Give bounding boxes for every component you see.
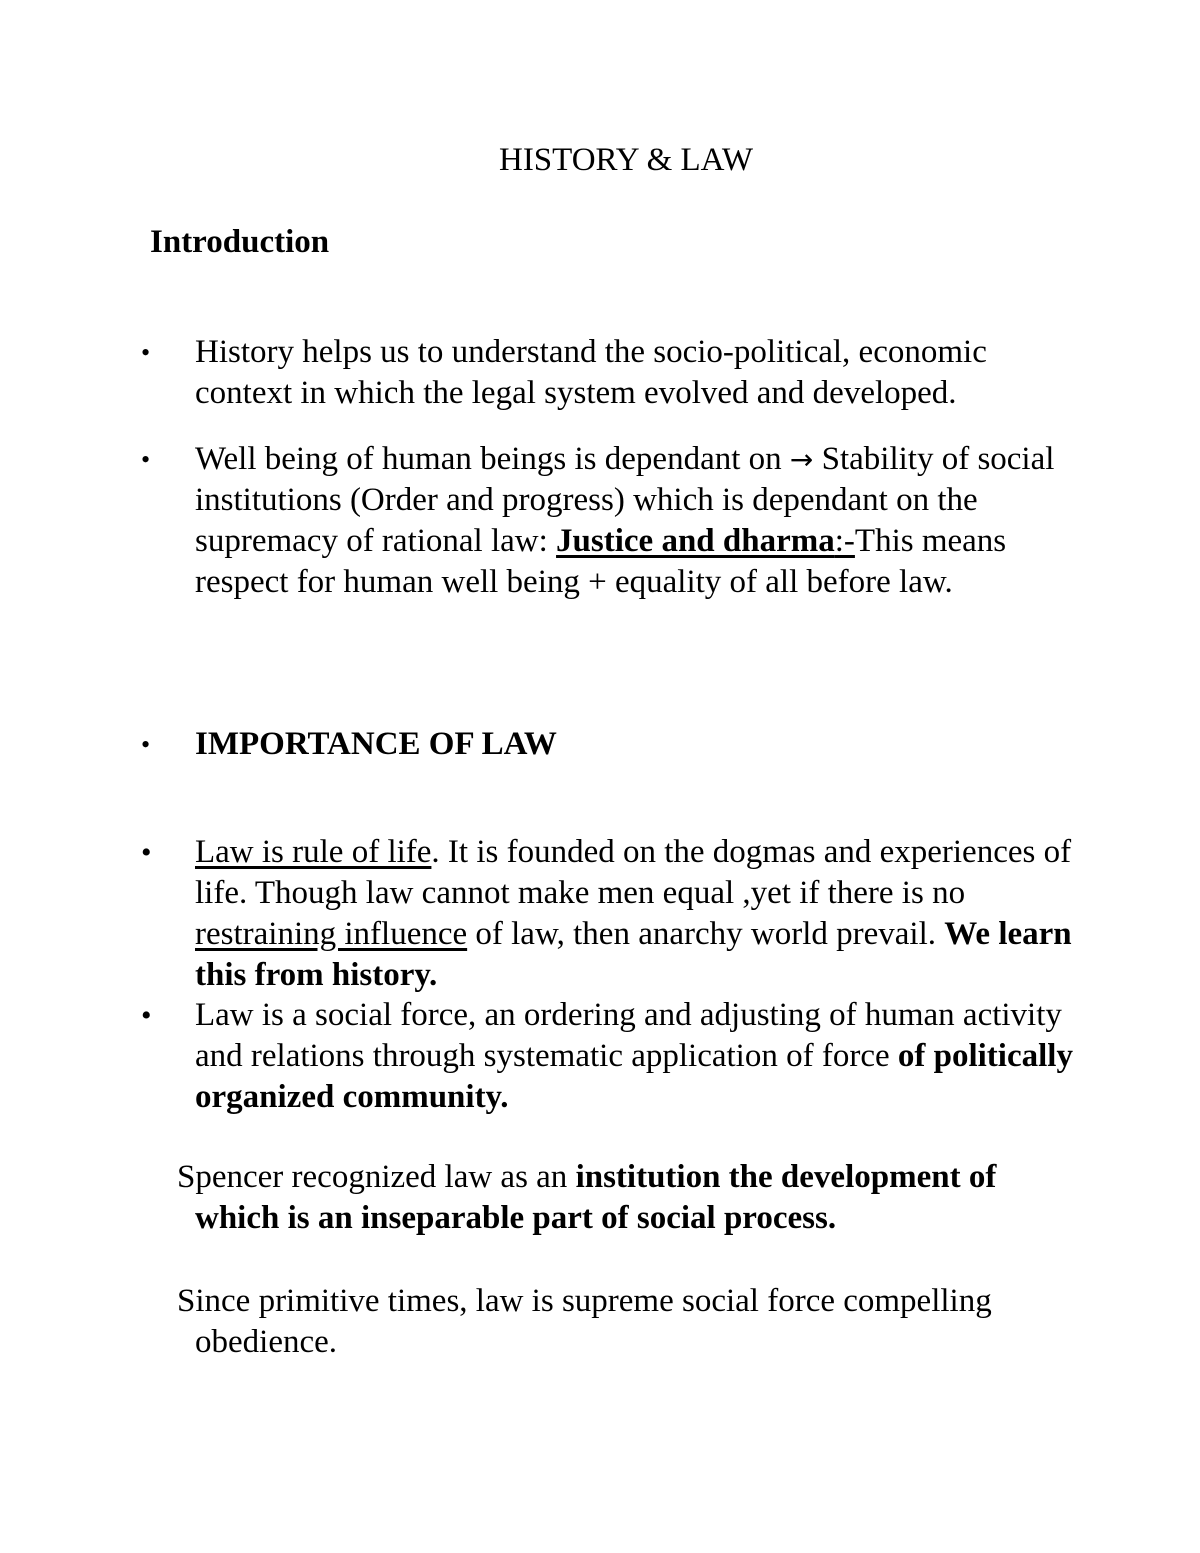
bullet-text-part3: This means respect for human well being + equality of all before law. (195, 523, 1007, 600)
bullet-icon: • (141, 999, 152, 1032)
colon-dash: :- (834, 523, 855, 559)
spencer-bold-line1: institution the development of (575, 1159, 997, 1195)
arrow-right-icon: → (789, 443, 814, 476)
bullet-icon: • (141, 730, 151, 759)
bullet-text-part2: Stability of social institutions (Order and progress) which is dependant on the supremacy of rational law: (195, 441, 1055, 559)
introduction-heading: Introduction (150, 224, 330, 260)
bullet-item-history-context (141, 332, 1075, 414)
bullet-icon: • (141, 836, 152, 869)
bullet-text-part2: of law, then anarchy world prevail. (475, 916, 936, 952)
restraining-influence-term: restraining influence (195, 916, 468, 952)
bullet-item-importance-heading (141, 724, 1075, 765)
importance-of-law-heading: IMPORTANCE OF LAW (195, 726, 557, 762)
bullet-text-part1: Law is a social force, an ordering and adjusting of human activity and relations through systematic application of force (195, 997, 1062, 1074)
spencer-paragraph (177, 1157, 1077, 1239)
political-community-bold: of politically organized community. (195, 1038, 1073, 1115)
bullet-item-well-being (141, 439, 1075, 603)
bullet-icon: • (141, 445, 151, 474)
spencer-bold-line2: which is an inseparable part of social process. (195, 1200, 837, 1236)
bullet-text-part1: . It is founded on the dogmas and experiences of life. Though law cannot make men equal ,yet if there is no (195, 834, 1072, 911)
primitive-line2: obedience. (195, 1324, 338, 1360)
bullet-icon: • (141, 338, 151, 367)
primitive-line1: Since primitive times, law is supreme social force compelling (177, 1283, 992, 1319)
spencer-text: Spencer recognized law as an (177, 1159, 568, 1195)
primitive-times-paragraph (177, 1281, 1077, 1363)
bullet-text-part1: Well being of human beings is dependant on (195, 441, 782, 477)
history-lesson-bold: We learn this from history. (195, 916, 1072, 993)
law-rule-of-life-term: Law is rule of life (195, 834, 432, 870)
document-title: HISTORY & LAW (498, 142, 754, 178)
bullet-item-social-force (141, 995, 1075, 1118)
justice-dharma-term: Justice and dharma (556, 523, 835, 559)
bullet-item-law-rule-of-life (141, 832, 1075, 996)
bullet-text: History helps us to understand the socio-political, economic context in which the legal system evolved and developed. (195, 334, 987, 411)
